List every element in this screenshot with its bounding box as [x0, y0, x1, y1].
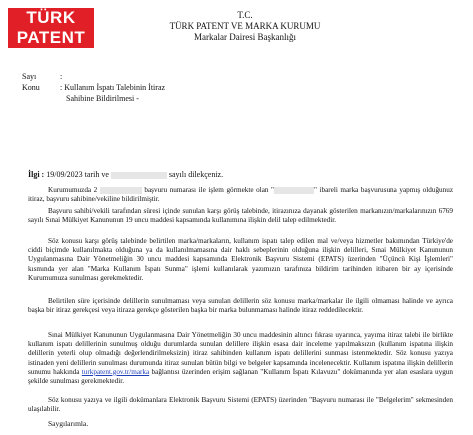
- ilgi-line: [28, 170, 223, 180]
- paragraph-5: [28, 331, 453, 386]
- paragraph-6: Söz konusu yazıya ve ilgili dokümanlara Elektronik Başvuru Sistemi (EPATS) üzerinden "Başvuru numarası ile "Belgelerim" sekmesinden ulaşılabilir.: [28, 396, 453, 414]
- ilgi-text2: sayılı dilekçeniz.: [168, 170, 224, 179]
- turkpatent-link[interactable]: turkpatent.gov.tr/marka: [81, 367, 150, 376]
- p1-part-c: " ibareli marka başvurusuna yapmış olduğunuz itiraz, başvuru sahibine/vekiline bildirilmiştir.: [28, 186, 454, 204]
- ilgi-label: İlgi :: [28, 170, 45, 179]
- redacted-box: [111, 172, 167, 179]
- closing: Saygılarımla.: [48, 419, 89, 428]
- paragraph-3: Söz konusu karşı görüş talebinde belirtilen marka/markaların, kullanım ispatı talep edilen mal ve/veya hizmetler bakımından Türkiye'de ciddi biçimde kullanılmakta olduğuna ya da kullanılmamasına dair haklı sebeplerinin olduğuna ilişkin delilleri, Sınai Mülkiyet Kanununun Uygulanmasına Dair Yönetmeliğin 30 uncu maddesi kapsamında Elektronik Başvuru Sistemi (EPATS) üzerinden "Üçüncü Kişi İşlemleri" kısmında yer alan "Marka Kullanım İspatı Sunma" işlemi kullanılarak yazımızın tarafınıza bildirim tarihinden itibaren bir ay içerisinde Kurumumuza sunulması gerekmektedir.: [28, 237, 453, 282]
- p1-part-a: Kurumumuzda 2: [48, 186, 98, 194]
- p5-part-a: Sınai Mülkiyet Kanununun Uygulanmasına Dair Yönetmeliğin 30 uncu maddesinin altıncı fıkrası uyarınca, yayıma itiraz talebi ile birlikte kullanım ispatı delillerinin sunulmuş olduğu durumlarda sunulan delillere ilişkin esasa dair inceleme yapılmaksızın (kullanım ispatına ilişkin delillerin yeterli olup olmadığı değerlendirilmeksizin) itiraz sahibinden kullanım ispatı delillerini sunması istenmektedir. Söz konusu yazıya istinaden yeni delillerin sunulması durumunda itiraz sunulan bütün bilgi ve belgeler kapsamında incelenecektir. Kullanım ispatına ilişkin delillerin sunumu hakkında: [28, 331, 453, 376]
- header-department: Markalar Dairesi Başkanlığı: [194, 32, 296, 42]
- paragraph-4: Belirtilen süre içerisinde delillerin sunulmaması veya sunulan delillerin söz konusu marka/markalar ile ilgili olmaması halinde ve ayrıca başka bir itiraz gerekçesi veya itiraza gerekçe gösterilen başka bir marka bulunmaması halinde itiraz reddedilecektir.: [28, 297, 453, 315]
- header-institution: TÜRK PATENT VE MARKA KURUMU: [169, 21, 321, 31]
- sayi-label: Sayı: [22, 72, 37, 81]
- logo-text-line2: PATENT: [8, 28, 94, 48]
- ilgi-text1: 19/09/2023 tarih ve: [46, 170, 109, 179]
- document-header: [160, 10, 330, 43]
- redacted-box: [100, 187, 142, 194]
- paragraph-1: [28, 186, 453, 204]
- konu-label: Konu: [22, 83, 40, 92]
- header-tc: T.C.: [237, 10, 253, 20]
- konu-value-line1: : Kullanım İspatı Talebinin İtiraz: [60, 83, 166, 92]
- sayi-value: :: [60, 72, 63, 81]
- p1-part-b: başvuru numarası ile işlem görmekte olan ": [144, 186, 274, 194]
- paragraph-2: Başvuru sahibi/vekili tarafından süresi içinde sunulan karşı görüş talebinde, itirazınıza dayanak gösterilen markanızın/markalarınızın 6769 sayılı Sınai Mülkiyet Kanununun 19 uncu maddesi kapsamında kullanımına ilişkin delil talep edilmektedir.: [28, 207, 453, 225]
- konu-value-line2: Sahibine Bildirilmesi -: [66, 94, 139, 103]
- turkpatent-logo: [8, 8, 94, 48]
- redacted-box: [274, 187, 314, 194]
- logo-text-line1: TÜRK: [8, 8, 94, 28]
- p5-part-b: bağlantısı üzerinden erişim sağlanan "Kullanım İspatı Kılavuzu" dokümanında yer alan esaslara uygun şekilde sunulması gerekmektedir.: [28, 367, 453, 386]
